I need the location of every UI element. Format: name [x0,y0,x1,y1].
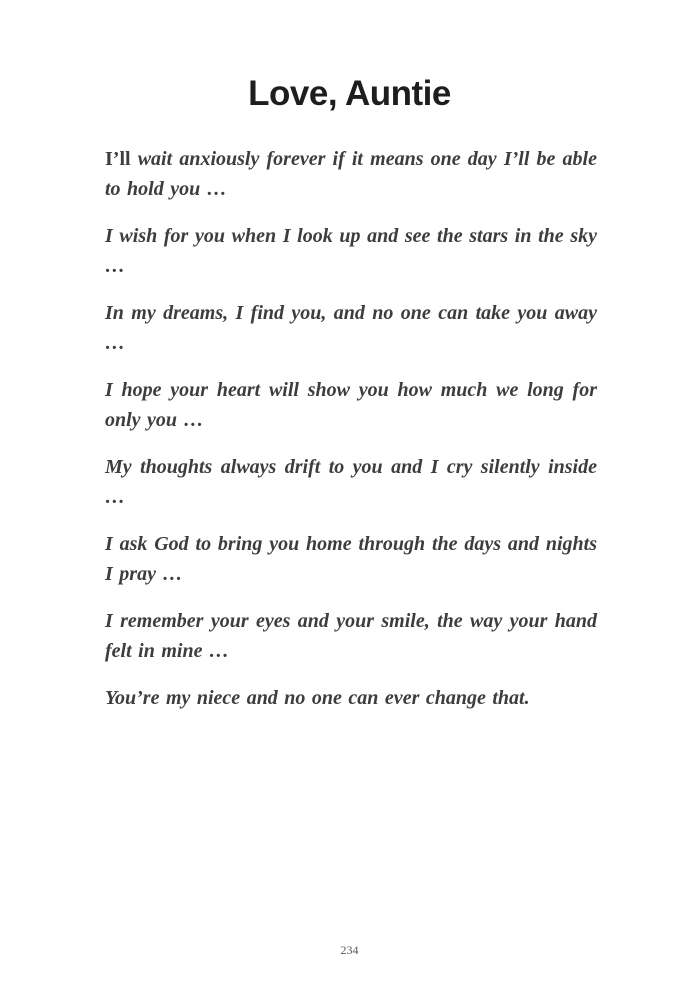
poem-italic-text: You’re my niece and no one can ever change that. [105,687,530,710]
poem-paragraph [105,452,597,512]
poem-italic-text: I wish for you when I look up and see the stars in the sky … [105,225,597,278]
poem-italic-text: wait anxiously forever if it means one day I’ll be able to hold you … [105,148,597,201]
poem-italic-text: I remember your eyes and your smile, the way your hand felt in mine … [105,610,597,663]
page-number: 234 [340,943,359,957]
page-title: Love, Auntie [248,74,451,113]
poem-paragraph [105,606,597,666]
poem-paragraph [105,529,597,589]
poem-italic-text: My thoughts always drift to you and I cry silently inside … [105,456,597,509]
poem-italic-text: I ask God to bring you home through the days and nights I pray … [105,533,597,586]
poem-paragraph [105,221,597,281]
poem-paragraph [105,683,597,713]
poem-paragraph [105,144,597,204]
poem-content [105,144,597,713]
poem-paragraph [105,298,597,358]
poem-italic-text: I hope your heart will show you how much we long for only you … [105,379,597,432]
poem-lead-text: I’ll [105,148,131,171]
poem-italic-text: In my dreams, I find you, and no one can take you away … [105,302,597,355]
poem-paragraph [105,375,597,435]
